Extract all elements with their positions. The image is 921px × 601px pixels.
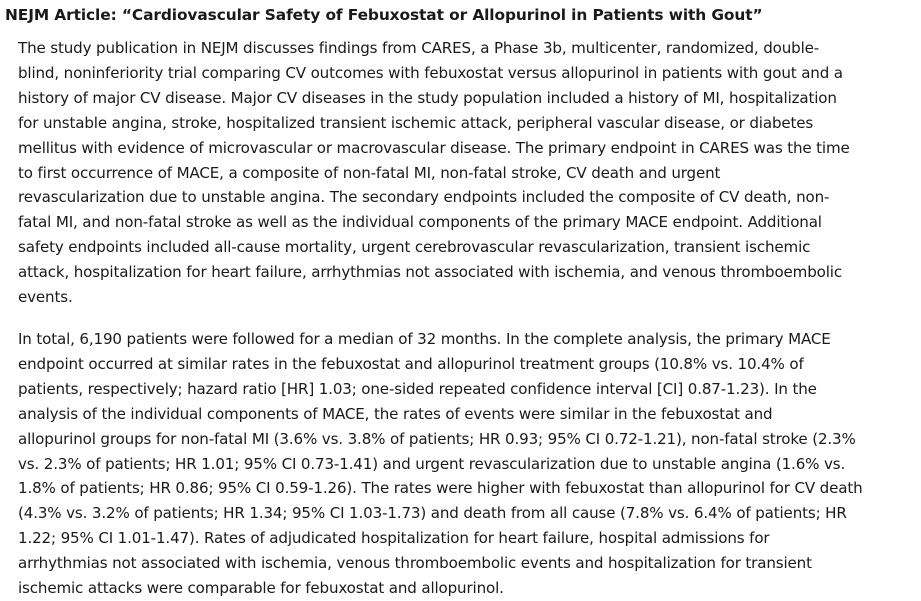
text-line: arrhythmias not associated with ischemia, venous thromboembolic events and hospitalization for transient bbox=[18, 554, 812, 573]
text-line: 1.8% of patients; HR 0.86; 95% CI 0.59-1.26). The rates were higher with febuxostat than allopurinol for CV death bbox=[18, 479, 863, 498]
paragraph-study-design bbox=[4, 36, 917, 310]
text-line: to first occurrence of MACE, a composite of non-fatal MI, non-fatal stroke, CV death and urgent bbox=[18, 163, 721, 182]
text-line: events. bbox=[18, 288, 73, 307]
text-line: history of major CV disease. Major CV diseases in the study population included a history of MI, hospitalization bbox=[18, 88, 837, 107]
article bbox=[4, 4, 917, 601]
text-line: 1.22; 95% CI 1.01-1.47). Rates of adjudicated hospitalization for heart failure, hospital admissions for bbox=[18, 529, 770, 548]
text-line: blind, noninferiority trial comparing CV outcomes with febuxostat versus allopurinol in patients with gout and a bbox=[18, 63, 843, 82]
text-line: (4.3% vs. 3.2% of patients; HR 1.34; 95% CI 1.03-1.73) and death from all cause (7.8% vs. 6.4% of patients; HR bbox=[18, 504, 847, 523]
text-line: The study publication in NEJM discusses findings from CARES, a Phase 3b, multicenter, randomized, double- bbox=[18, 39, 820, 57]
text-line: vs. 2.3% of patients; HR 1.01; 95% CI 0.73-1.41) and urgent revascularization due to unstable angina (1.6% vs. bbox=[18, 454, 846, 473]
text-line: ischemic attacks were comparable for febuxostat and allopurinol. bbox=[18, 579, 504, 598]
article-title: NEJM Article: “Cardiovascular Safety of Febuxostat or Allopurinol in Patients with Gout” bbox=[5, 6, 763, 24]
text-line: revascularization due to unstable angina. The secondary endpoints included the composite of CV death, non- bbox=[18, 188, 830, 207]
text-line: In total, 6,190 patients were followed for a median of 32 months. In the complete analysis, the primary MACE bbox=[18, 329, 831, 348]
text-line: analysis of the individual components of MACE, the rates of events were similar in the febuxostat and bbox=[18, 404, 773, 423]
text-line: safety endpoints included all-cause mortality, urgent cerebrovascular revascularization, transient ischemic bbox=[18, 238, 811, 257]
text-line: fatal MI, and non-fatal stroke as well as the individual components of the primary MACE endpoint. Additional bbox=[18, 213, 822, 232]
text-line: patients, respectively; hazard ratio [HR] 1.03; one-sided repeated confidence interval [CI] 0.87-1.23). In the bbox=[18, 379, 817, 398]
text-line: attack, hospitalization for heart failure, arrhythmias not associated with ischemia, and venous thromboembolic bbox=[18, 263, 842, 282]
text-line: endpoint occurred at similar rates in the febuxostat and allopurinol treatment groups (10.8% vs. 10.4% of bbox=[18, 354, 804, 373]
text-line: allopurinol groups for non-fatal MI (3.6% vs. 3.8% of patients; HR 0.93; 95% CI 0.72-1.21), non-fatal stroke (2.3% bbox=[18, 429, 856, 448]
paragraph-results bbox=[4, 327, 917, 601]
text-line: for unstable angina, stroke, hospitalized transient ischemic attack, peripheral vascular disease, or diabetes bbox=[18, 113, 814, 132]
text-line: mellitus with evidence of microvascular or macrovascular disease. The primary endpoint in CARES was the time bbox=[18, 138, 850, 157]
